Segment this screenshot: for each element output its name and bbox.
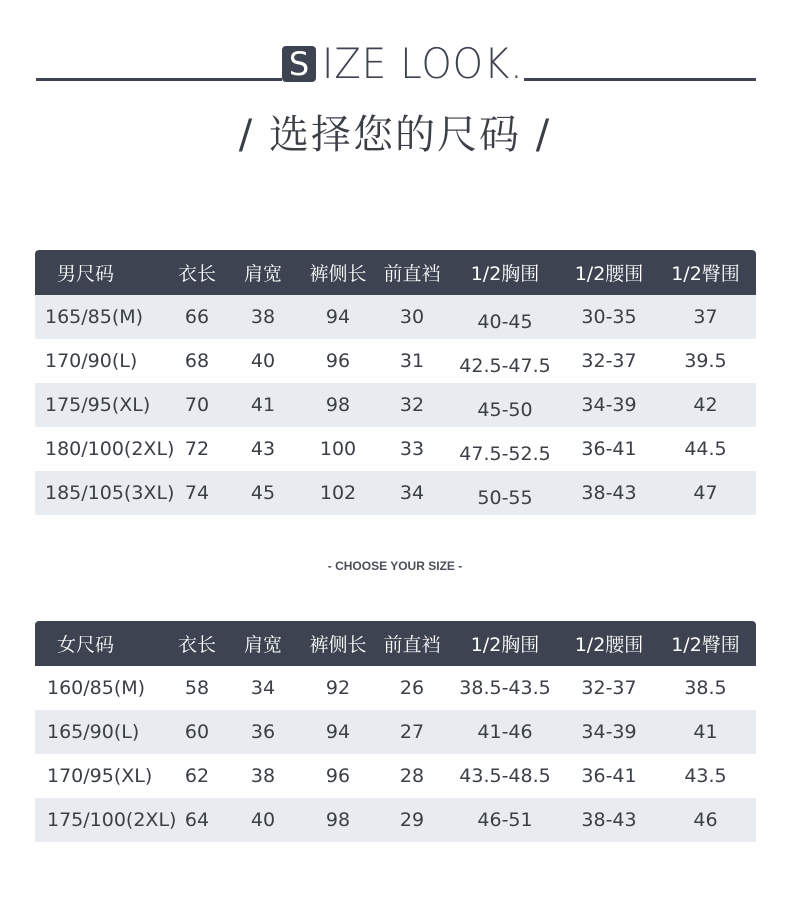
table-cell: 36-41	[581, 765, 637, 787]
header-cell: 衣长	[177, 263, 216, 285]
table-cell: 70	[184, 394, 210, 416]
table-cell: 47.5-52.5	[459, 443, 551, 465]
table-row	[35, 295, 756, 339]
header-rule-right	[524, 78, 756, 81]
table-cell: 72	[184, 438, 210, 460]
page-header	[0, 0, 790, 170]
header-cell: 女尺码	[57, 634, 115, 656]
table-cell: 74	[184, 482, 210, 504]
table-cell: 60	[184, 721, 210, 743]
size-cell: 170/95(XL)	[47, 765, 153, 787]
header-cell: 肩宽	[243, 634, 282, 656]
header-cell: 裤侧长	[309, 634, 367, 656]
header-cell: 1/2腰围	[574, 634, 644, 656]
table-cell: 42.5-47.5	[459, 355, 551, 377]
header-cell: 前直裆	[383, 634, 441, 656]
table-cell: 46	[693, 809, 718, 831]
table-header-row	[35, 621, 756, 666]
table-cell: 40	[250, 809, 276, 831]
table-row	[35, 383, 756, 427]
table-cell: 34	[250, 677, 276, 699]
table-cell: 62	[184, 765, 210, 787]
table-cell: 41	[250, 394, 276, 416]
table-cell: 27	[399, 721, 425, 743]
table-cell: 44.5	[684, 438, 727, 460]
table-cell: 30-35	[581, 306, 637, 328]
table-row	[35, 798, 756, 842]
header-cell: 前直裆	[383, 263, 441, 285]
size-cell: 175/95(XL)	[45, 394, 151, 416]
table-row	[35, 666, 756, 710]
page-subtitle: / 选择您的尺码 /	[238, 112, 552, 158]
table-cell: 39.5	[684, 350, 727, 372]
header-cell: 1/2胸围	[470, 263, 540, 285]
header-rule-left	[36, 78, 282, 81]
table-cell: 94	[325, 721, 351, 743]
table-cell: 64	[184, 809, 210, 831]
table-cell: 45	[250, 482, 276, 504]
size-look-logo	[282, 39, 541, 88]
table-cell: 66	[184, 306, 210, 328]
logo-text: IZE LOOK.	[322, 39, 524, 88]
table-cell: 38-43	[581, 809, 637, 831]
table-cell: 31	[399, 350, 425, 372]
table-cell: 38	[250, 765, 276, 787]
table-cell: 34	[399, 482, 425, 504]
table-cell: 94	[325, 306, 351, 328]
table-cell: 33	[399, 438, 425, 460]
table-cell: 43.5-48.5	[459, 765, 551, 787]
header-cell: 肩宽	[243, 263, 282, 285]
table-cell: 98	[325, 809, 351, 831]
size-cell: 170/90(L)	[45, 350, 138, 372]
table-row	[35, 710, 756, 754]
header-cell: 男尺码	[57, 263, 115, 285]
table-cell: 96	[325, 765, 351, 787]
table-cell: 102	[319, 482, 357, 504]
table-cell: 38.5-43.5	[459, 677, 551, 699]
table-cell: 41-46	[477, 721, 533, 743]
table-cell: 38-43	[581, 482, 637, 504]
size-cell: 165/90(L)	[47, 721, 140, 743]
table-cell: 34-39	[581, 394, 637, 416]
size-cell: 165/85(M)	[45, 306, 144, 328]
table-cell: 36-41	[581, 438, 637, 460]
men-size-table	[35, 250, 756, 515]
table-cell: 96	[325, 350, 351, 372]
table-cell: 98	[325, 394, 351, 416]
table-cell: 34-39	[581, 721, 637, 743]
table-cell: 28	[399, 765, 425, 787]
table-cell: 32-37	[581, 677, 637, 699]
table-cell: 92	[325, 677, 351, 699]
table-cell: 58	[184, 677, 210, 699]
table-cell: 40	[250, 350, 276, 372]
table-row	[35, 471, 756, 515]
table-cell: 38	[250, 306, 276, 328]
table-cell: 45-50	[477, 399, 533, 421]
header-cell: 裤侧长	[309, 263, 367, 285]
table-cell: 43.5	[684, 765, 727, 787]
women-size-table	[35, 621, 756, 842]
table-cell: 100	[319, 438, 357, 460]
table-header-row	[35, 250, 756, 295]
header-cell: 1/2臀围	[671, 263, 740, 285]
table-row	[35, 754, 756, 798]
header-cell: 1/2胸围	[470, 634, 540, 656]
table-cell: 47	[693, 482, 718, 504]
table-cell: 40-45	[477, 311, 533, 333]
table-cell: 30	[399, 306, 425, 328]
size-cell: 180/100(2XL)	[45, 438, 175, 460]
table-cell: 32-37	[581, 350, 637, 372]
table-cell: 50-55	[477, 487, 533, 509]
header-cell: 1/2腰围	[574, 263, 644, 285]
table-cell: 26	[399, 677, 425, 699]
size-cell: 160/85(M)	[47, 677, 146, 699]
table-cell: 42	[693, 394, 718, 416]
table-cell: 68	[184, 350, 210, 372]
choose-size-divider: - CHOOSE YOUR SIZE -	[327, 559, 463, 573]
header-cell: 衣长	[177, 634, 216, 656]
table-cell: 32	[399, 394, 425, 416]
table-cell: 43	[250, 438, 276, 460]
table-row	[35, 339, 756, 383]
size-cell: 175/100(2XL)	[47, 809, 177, 831]
table-cell: 46-51	[477, 809, 533, 831]
table-cell: 37	[693, 306, 718, 328]
table-cell: 38.5	[684, 677, 727, 699]
table-row	[35, 427, 756, 471]
size-cell: 185/105(3XL)	[45, 482, 175, 504]
table-cell: 29	[399, 809, 425, 831]
header-cell: 1/2臀围	[671, 634, 740, 656]
table-cell: 41	[693, 721, 718, 743]
table-cell: 36	[250, 721, 276, 743]
logo-initial-box: S	[282, 46, 316, 82]
